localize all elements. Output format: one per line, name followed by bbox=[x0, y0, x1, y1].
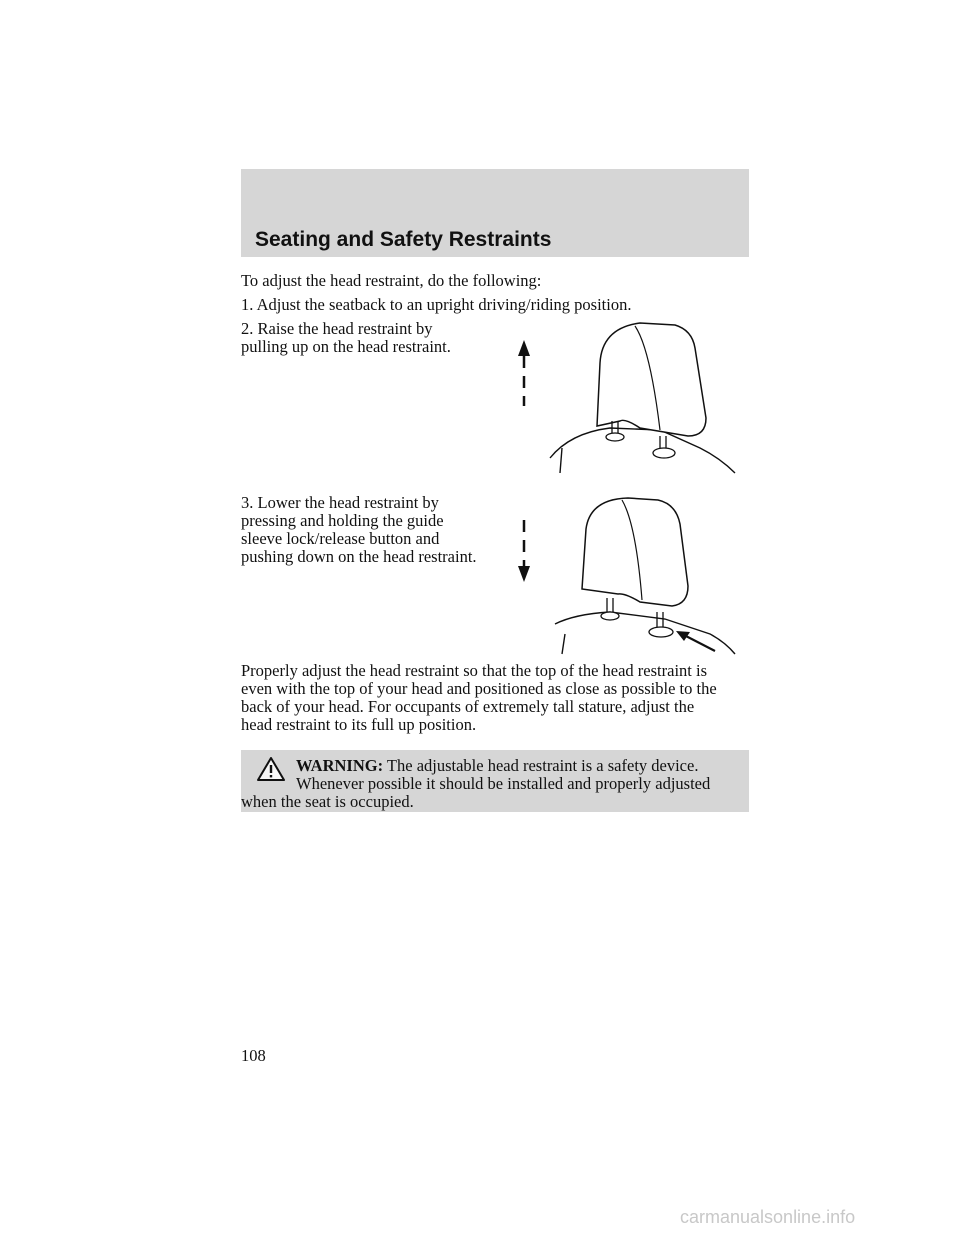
up-arrow-icon bbox=[518, 340, 530, 406]
section-title: Seating and Safety Restraints bbox=[255, 228, 552, 251]
page-number: 108 bbox=[241, 1046, 266, 1065]
step-2-line-2: pulling up on the head restraint. bbox=[241, 337, 451, 356]
head-restraint-raise-illustration bbox=[510, 318, 750, 478]
warning-triangle-icon bbox=[256, 756, 286, 782]
intro-text: To adjust the head restraint, do the following: bbox=[241, 271, 542, 290]
paragraph-line-1: Properly adjust the head restraint so that the top of the head restraint is bbox=[241, 661, 707, 680]
site-watermark: carmanualsonline.info bbox=[680, 1207, 856, 1227]
step-2-line-1: 2. Raise the head restraint by bbox=[241, 319, 433, 338]
warning-line-3: when the seat is occupied. bbox=[241, 792, 414, 811]
step-1-text: 1. Adjust the seatback to an upright driving/riding position. bbox=[241, 295, 632, 314]
head-restraint-lower-illustration bbox=[510, 494, 750, 660]
warning-line-1 bbox=[296, 757, 698, 775]
step-3-line-4: pushing down on the head restraint. bbox=[241, 547, 477, 566]
warning-line-2: Whenever possible it should be installed and properly adjusted bbox=[296, 774, 711, 793]
step-3-line-2: pressing and holding the guide bbox=[241, 511, 444, 530]
paragraph-line-4: head restraint to its full up position. bbox=[241, 715, 477, 734]
down-arrow-icon bbox=[518, 520, 530, 582]
step-3-line-3: sleeve lock/release button and bbox=[241, 529, 440, 548]
warning-text-1: The adjustable head restraint is a safety device. bbox=[386, 756, 699, 775]
paragraph-line-2: even with the top of your head and positioned as close as possible to the bbox=[241, 679, 717, 698]
warning-label: WARNING: bbox=[296, 756, 384, 775]
paragraph-line-3: back of your head. For occupants of extremely tall stature, adjust the bbox=[241, 697, 695, 716]
step-3-line-1: 3. Lower the head restraint by bbox=[241, 493, 439, 512]
